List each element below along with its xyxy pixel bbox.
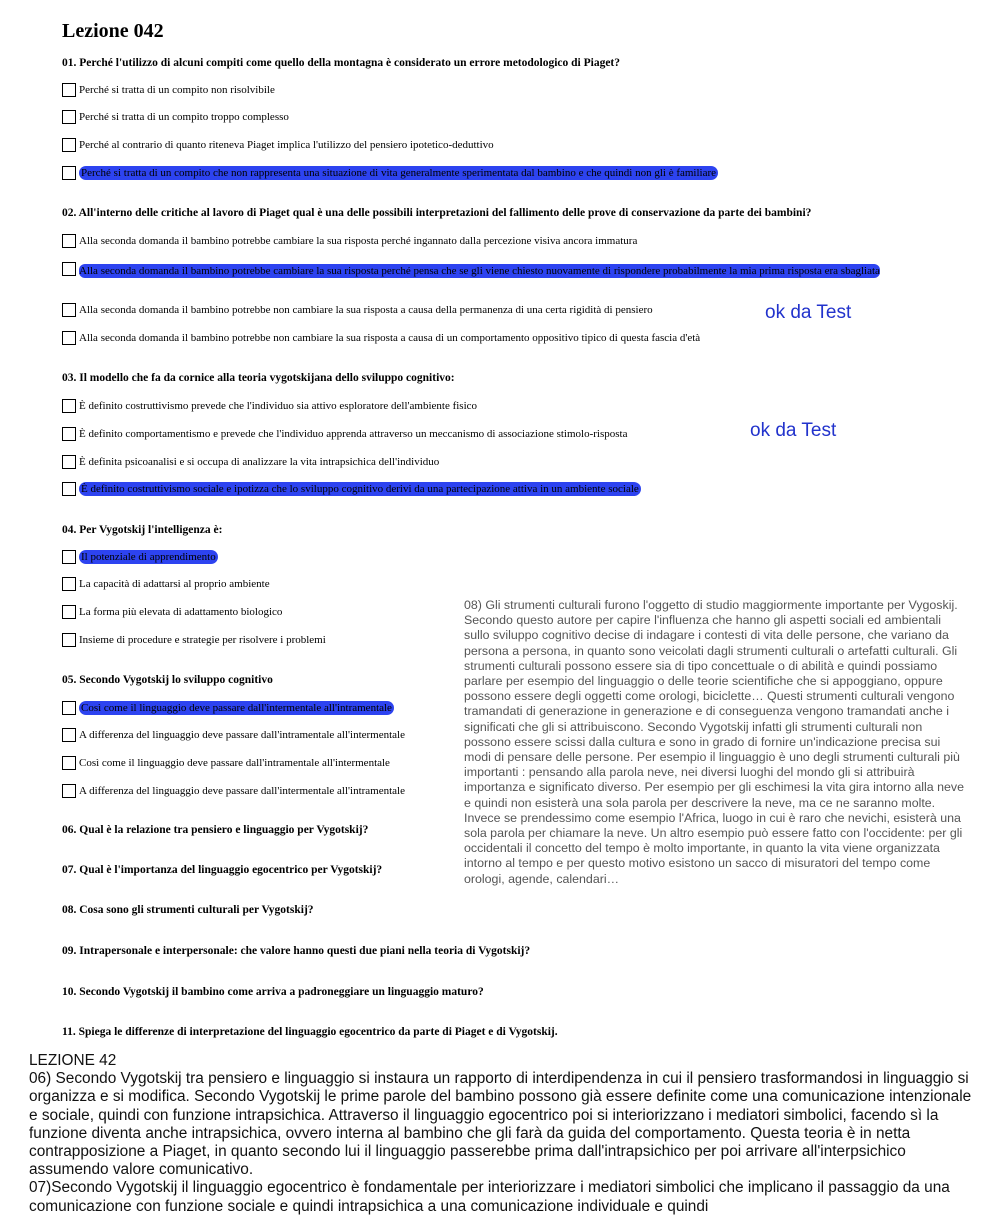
option-label: A differenza del linguaggio deve passare dall'intramentale all'intermentale: [79, 729, 405, 741]
question-09: 09. Intrapersonale e interpersonale: che valore hanno questi due piani nella teoria di Vygotskij?: [62, 945, 531, 957]
q05-option-4[interactable]: [62, 784, 405, 798]
q04-option-1[interactable]: [62, 550, 218, 564]
checkbox[interactable]: [62, 701, 76, 715]
checkbox[interactable]: [62, 756, 76, 770]
checkbox[interactable]: [62, 605, 76, 619]
option-label: Alla seconda domanda il bambino potrebbe non cambiare la sua risposta a causa della permanenza di una certa rigidità di pensiero: [79, 304, 653, 316]
q05-option-2[interactable]: [62, 728, 405, 742]
notes-heading: LEZIONE 42: [29, 1052, 117, 1069]
checkbox[interactable]: [62, 262, 76, 276]
bottom-notes: [29, 1052, 975, 1216]
q04-option-3[interactable]: [62, 605, 282, 619]
checkbox[interactable]: [62, 399, 76, 413]
q02-option-1[interactable]: [62, 234, 637, 248]
lesson-title: Lezione 042: [62, 20, 164, 42]
option-label: Perché si tratta di un compito non risolvibile: [79, 84, 275, 96]
option-label: Alla seconda domanda il bambino potrebbe cambiare la sua risposta perché ingannato dalla percezione visiva ancora immatura: [79, 235, 638, 247]
option-label: Insieme di procedure e strategie per risolvere i problemi: [79, 634, 326, 646]
checkbox[interactable]: [62, 455, 76, 469]
checkbox[interactable]: [62, 427, 76, 441]
answer-07: 07)Secondo Vygotskij il linguaggio egocentrico è fondamentale per interiorizzare i mediatori simbolici che implicano il passaggio da una comunicazione con funzione sociale e quindi intrapsichica a una comunicazione individuale e quindi: [29, 1179, 950, 1215]
checkbox[interactable]: [62, 633, 76, 647]
question-02: 02. All'interno delle critiche al lavoro di Piaget qual è una delle possibili interpretazioni del fallimento delle prove di conservazione da parte dei bambini?: [62, 207, 812, 219]
question-03: 03. Il modello che fa da cornice alla teoria vygotskijana dello sviluppo cognitivo:: [62, 372, 455, 384]
highlighted-answer: Alla seconda domanda il bambino potrebbe cambiare la sua risposta perché pensa che se gli viene chiesto nuovamente di rispondere probabilmente la mia prima risposta era sbagliata: [79, 265, 880, 277]
highlighted-answer: Perché si tratta di un compito che non rappresenta una situazione di vita generalmente sperimentata dal bambino e che quindi non gli è familiare: [81, 167, 717, 179]
checkbox[interactable]: [62, 784, 76, 798]
answer-note-08: 08) Gli strumenti culturali furono l'oggetto di studio maggiormente importante per Vygoskij. Secondo questo autore per capire l'influenza che hanno gli aspetti sociali ed ambientali sullo sviluppo cognitivo decise di indagare i contesti di vita delle persone, che variano da persona a persona, in quanto sono veicolati dagli strumenti culturali o artefatti culturali. Gli strumenti culturali possono essere sia di tipo concettuale o di abilità e quindi possiamo parlare per esempio del linguaggio o delle teorie scientifiche che si appoggiano, oppure possono essere degli oggetti come orologi, biciclette… Questi strumenti culturali vengono tramandati di generazione in generazione e di conseguenza vengono tramandati anche i significati che gli si attribuiscono. Secondo Vygotskij infatti gli strumenti culturali non possono essere scissi dalla cultura e sono in grado di fornire un'indicazione precisa sui modi di pensare delle persone. Per esempio il linguaggio è uno degli strumenti culturali più importanti : pensando alla parola neve, nei diversi luoghi del mondo gli si attribuirà importanza e significato diverso. Per esempio per gli eschimesi la vita gira intorno alla neve e quindi non esisterà una sola parola per descrivere la neve, ma ce ne saranno molte. Invece se prendessimo come esempio l'Africa, luogo in cui è raro che nevichi, esisterà una sola parola per chiamare la neve. Un altro esempio può essere fatto con l'occidente: per gli occidentali il concetto del tempo è molto importante, in quanto la vita viene organizzata intorno al tempo e per questo motivo esistono un sacco di misuratori del tempo come orologi, agende, calendari…: [464, 598, 964, 886]
question-07: 07. Qual è l'importanza del linguaggio egocentrico per Vygotskij?: [62, 864, 383, 876]
highlighted-answer: È definito costruttivismo sociale e ipotizza che lo sviluppo cognitivo derivi da una partecipazione attiva in un ambiente sociale: [81, 483, 639, 495]
q01-option-4[interactable]: [62, 166, 718, 180]
checkbox[interactable]: [62, 577, 76, 591]
checkbox[interactable]: [62, 482, 76, 496]
q01-option-3[interactable]: [62, 138, 494, 152]
q01-option-2[interactable]: [62, 110, 289, 124]
option-label: È definito costruttivismo prevede che l'individuo sia attivo esploratore dell'ambiente fisico: [79, 400, 478, 412]
highlighted-answer: Il potenziale di apprendimento: [81, 551, 216, 563]
option-label: Così come il linguaggio deve passare dall'intramentale all'intermentale: [79, 757, 390, 769]
option-label: La forma più elevata di adattamento biologico: [79, 606, 283, 618]
q05-option-3[interactable]: [62, 756, 390, 770]
question-05: 05. Secondo Vygotskij lo sviluppo cognitivo: [62, 674, 273, 686]
question-08: 08. Cosa sono gli strumenti culturali per Vygotskij?: [62, 904, 314, 916]
q04-option-4[interactable]: [62, 633, 326, 647]
q04-option-2[interactable]: [62, 577, 270, 591]
q01-option-1[interactable]: [62, 83, 275, 97]
checkbox[interactable]: [62, 110, 76, 124]
q03-option-1[interactable]: [62, 399, 477, 413]
checkbox[interactable]: [62, 166, 76, 180]
checkbox[interactable]: [62, 83, 76, 97]
checkbox[interactable]: [62, 138, 76, 152]
checkbox[interactable]: [62, 234, 76, 248]
ok-annotation: ok da Test: [750, 420, 837, 441]
question-01: 01. Perché l'utilizzo di alcuni compiti come quello della montagna è considerato un errore metodologico di Piaget?: [62, 57, 621, 69]
q03-option-3[interactable]: [62, 455, 439, 469]
question-10: 10. Secondo Vygotskij il bambino come arriva a padroneggiare un linguaggio maturo?: [62, 986, 484, 998]
option-label: La capacità di adattarsi al proprio ambiente: [79, 578, 270, 590]
option-label: Perché si tratta di un compito troppo complesso: [79, 111, 289, 123]
q02-option-3[interactable]: [62, 303, 653, 317]
question-11: 11. Spiega le differenze di interpretazione del linguaggio egocentrico da parte di Piaget e di Vygotskij.: [62, 1026, 558, 1038]
checkbox[interactable]: [62, 728, 76, 742]
q05-option-1[interactable]: [62, 701, 394, 715]
checkbox[interactable]: [62, 303, 76, 317]
highlighted-answer: Così come il linguaggio deve passare dall'intermentale all'intramentale: [81, 702, 392, 714]
option-label: A differenza del linguaggio deve passare dall'intermentale all'intramentale: [79, 785, 405, 797]
answer-06: 06) Secondo Vygotskij tra pensiero e linguaggio si instaura un rapporto di interdipendenza in cui il pensiero trasformandosi in linguaggio si organizza e si modifica. Secondo Vygotskij le prime parole del bambino possono già essere definite come una comunicazione intenzionale e sociale, quindi con funzione intrapsichica. Attraverso il linguaggio egocentrico poi si interiorizzano i mediatori simbolici, facendo sì la funzione diventa anche intrapsichica, ovvero interna al bambino che gli farà da guida del comportamento. Questa teoria è in netta contrapposizione a Piaget, in quanto secondo lui il linguaggio passerebbe prima dall'intrapsichico per poi arrivare all'interpsichico assumendo valore comunicativo.: [29, 1070, 972, 1179]
q03-option-4[interactable]: [62, 482, 641, 496]
question-06: 06. Qual è la relazione tra pensiero e linguaggio per Vygotskij?: [62, 824, 369, 836]
q02-option-2[interactable]: [62, 262, 928, 277]
ok-annotation: ok da Test: [765, 302, 852, 323]
question-04: 04. Per Vygotskij l'intelligenza è:: [62, 524, 223, 536]
checkbox[interactable]: [62, 550, 76, 564]
q03-option-2[interactable]: [62, 427, 627, 441]
option-label: È definito comportamentismo e prevede che l'individuo apprenda attraverso un meccanismo di associazione stimolo-risposta: [79, 428, 628, 440]
checkbox[interactable]: [62, 331, 76, 345]
option-label: Perché al contrario di quanto riteneva Piaget implica l'utilizzo del pensiero ipotetico-deduttivo: [79, 139, 494, 151]
option-label: È definita psicoanalisi e si occupa di analizzare la vita intrapsichica dell'individuo: [79, 456, 440, 468]
q02-option-4[interactable]: [62, 331, 700, 345]
option-label: Alla seconda domanda il bambino potrebbe non cambiare la sua risposta a causa di un comportamento oppositivo tipico di questa fascia d'età: [79, 332, 701, 344]
